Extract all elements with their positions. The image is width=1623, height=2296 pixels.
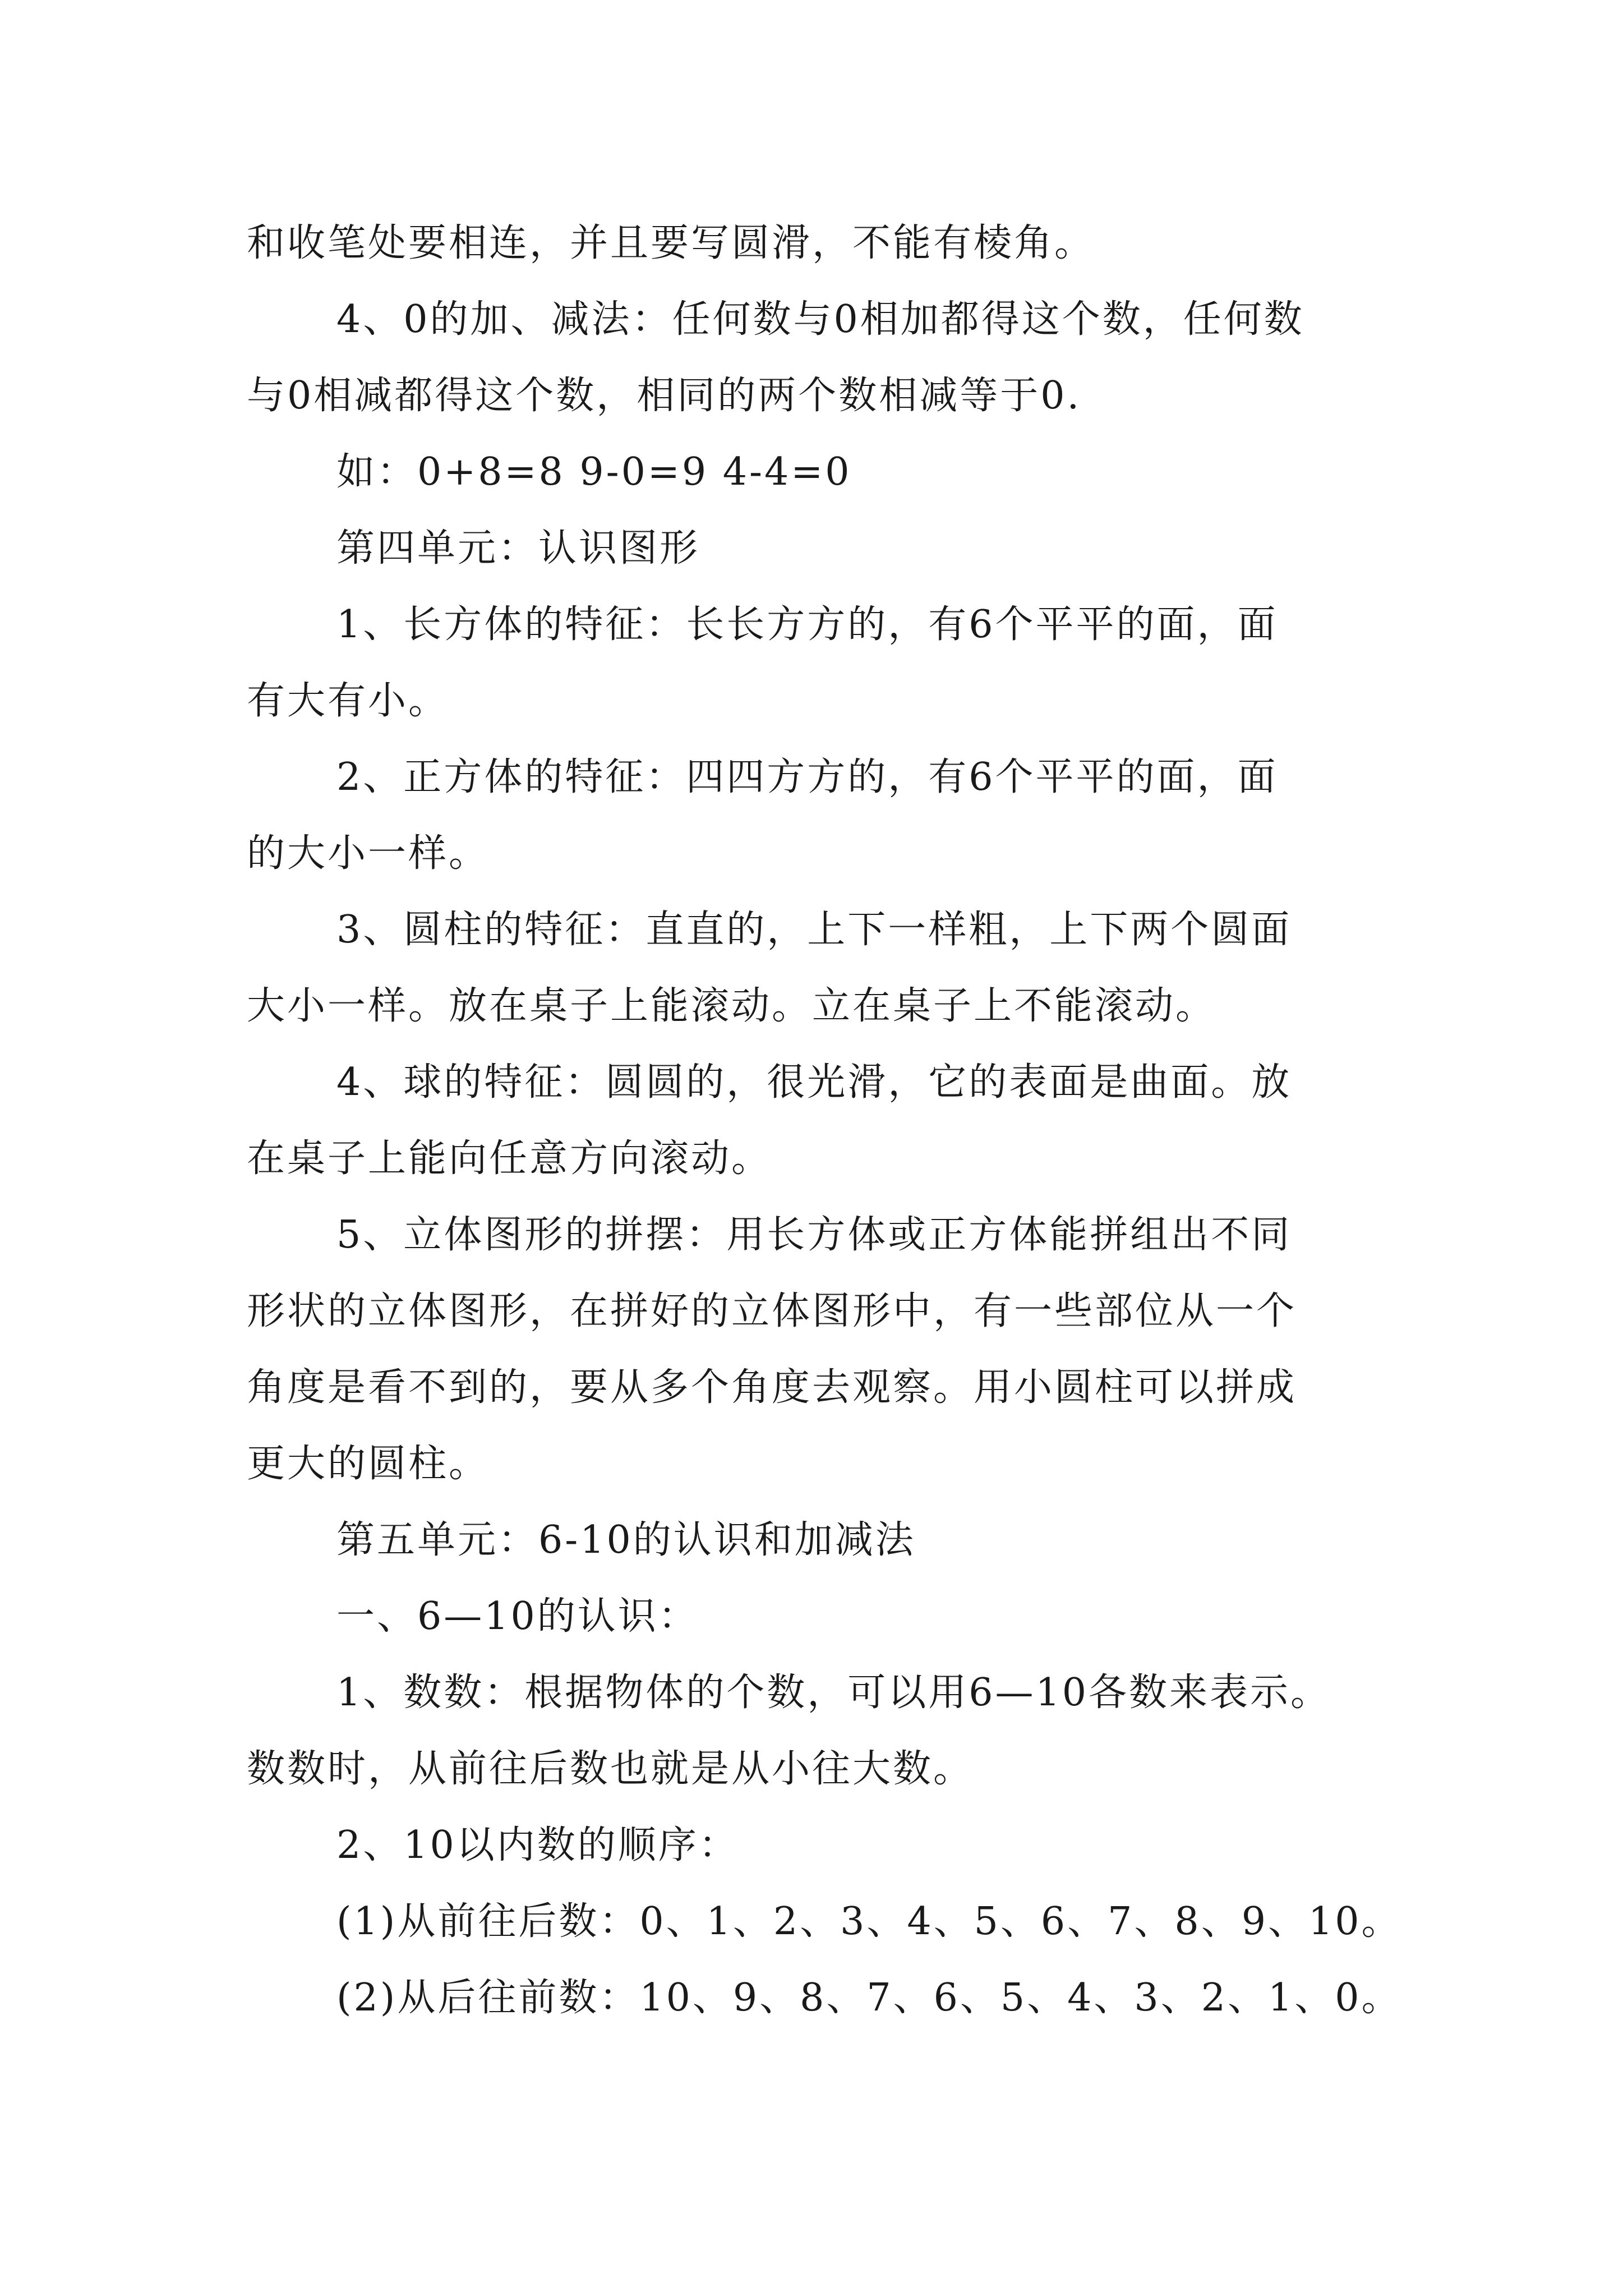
text-line: 3、圆柱的特征：直直的，上下一样粗，上下两个圆面 — [336, 908, 1292, 952]
text-line: 2、10以内数的顺序： — [336, 1823, 739, 1867]
text-line: 形状的立体图形，在拼好的立体图形中，有一些部位从一个 — [247, 1289, 1297, 1333]
text-line: 5、立体图形的拼摆：用长方体或正方体能拼组出不同 — [336, 1213, 1292, 1257]
paragraph — [247, 434, 1386, 510]
paragraph — [247, 205, 1386, 282]
text-line: (1)从前往后数：0、1、2、3、4、5、6、7、8、9、10。 — [336, 1899, 1402, 1944]
text-line: 角度是看不到的，要从多个角度去观察。用小圆柱可以拼成 — [247, 1365, 1297, 1410]
text-line: 4、球的特征：圆圆的，很光滑，它的表面是曲面。放 — [336, 1060, 1292, 1105]
text-line: 与0相减都得这个数，相同的两个数相减等于0. — [247, 374, 1082, 418]
text-line: 1、长方体的特征：长长方方的，有6个平平的面，面 — [336, 602, 1278, 647]
paragraph — [247, 282, 1386, 434]
paragraph — [247, 1197, 1386, 1502]
text-line: 如：0+8=8 9-0=9 4-4=0 — [336, 450, 852, 494]
document-body — [247, 205, 1402, 2036]
text-line: 更大的圆柱。 — [247, 1442, 490, 1486]
text-line: 的大小一样。 — [247, 831, 490, 876]
text-line: 和收笔处要相连，并且要写圆滑，不能有棱角。 — [247, 221, 1095, 265]
text-line: 第四单元：认识图形 — [336, 526, 700, 570]
text-line: 大小一样。放在桌子上能滚动。立在桌子上不能滚动。 — [247, 984, 1216, 1028]
paragraph — [247, 739, 1386, 892]
paragraph — [247, 1884, 1402, 1960]
paragraph — [247, 892, 1386, 1045]
text-line: (2)从后往前数：10、9、8、7、6、5、4、3、2、1、0。 — [336, 1976, 1402, 2020]
text-line: 4、0的加、减法：任何数与0相加都得这个数，任何数 — [336, 297, 1304, 342]
text-line: 数数时，从前往后数也就是从小往大数。 — [247, 1747, 974, 1791]
section-heading — [247, 1502, 1386, 1579]
section-heading — [247, 510, 1386, 587]
paragraph — [247, 1960, 1402, 2036]
subsection-heading — [247, 1579, 1386, 1655]
text-line: 在桌子上能向任意方向滚动。 — [247, 1137, 772, 1181]
paragraph — [247, 1807, 1386, 1884]
paragraph — [247, 1655, 1386, 1807]
paragraph — [247, 1045, 1386, 1197]
text-line: 1、数数：根据物体的个数，可以用6—10各数来表示。 — [336, 1671, 1331, 1715]
text-line: 2、正方体的特征：四四方方的，有6个平平的面，面 — [336, 755, 1278, 799]
text-line: 第五单元：6-10的认识和加减法 — [336, 1518, 916, 1562]
text-line: 一、6—10的认识： — [336, 1594, 699, 1639]
paragraph — [247, 587, 1386, 739]
text-line: 有大有小。 — [247, 679, 449, 723]
